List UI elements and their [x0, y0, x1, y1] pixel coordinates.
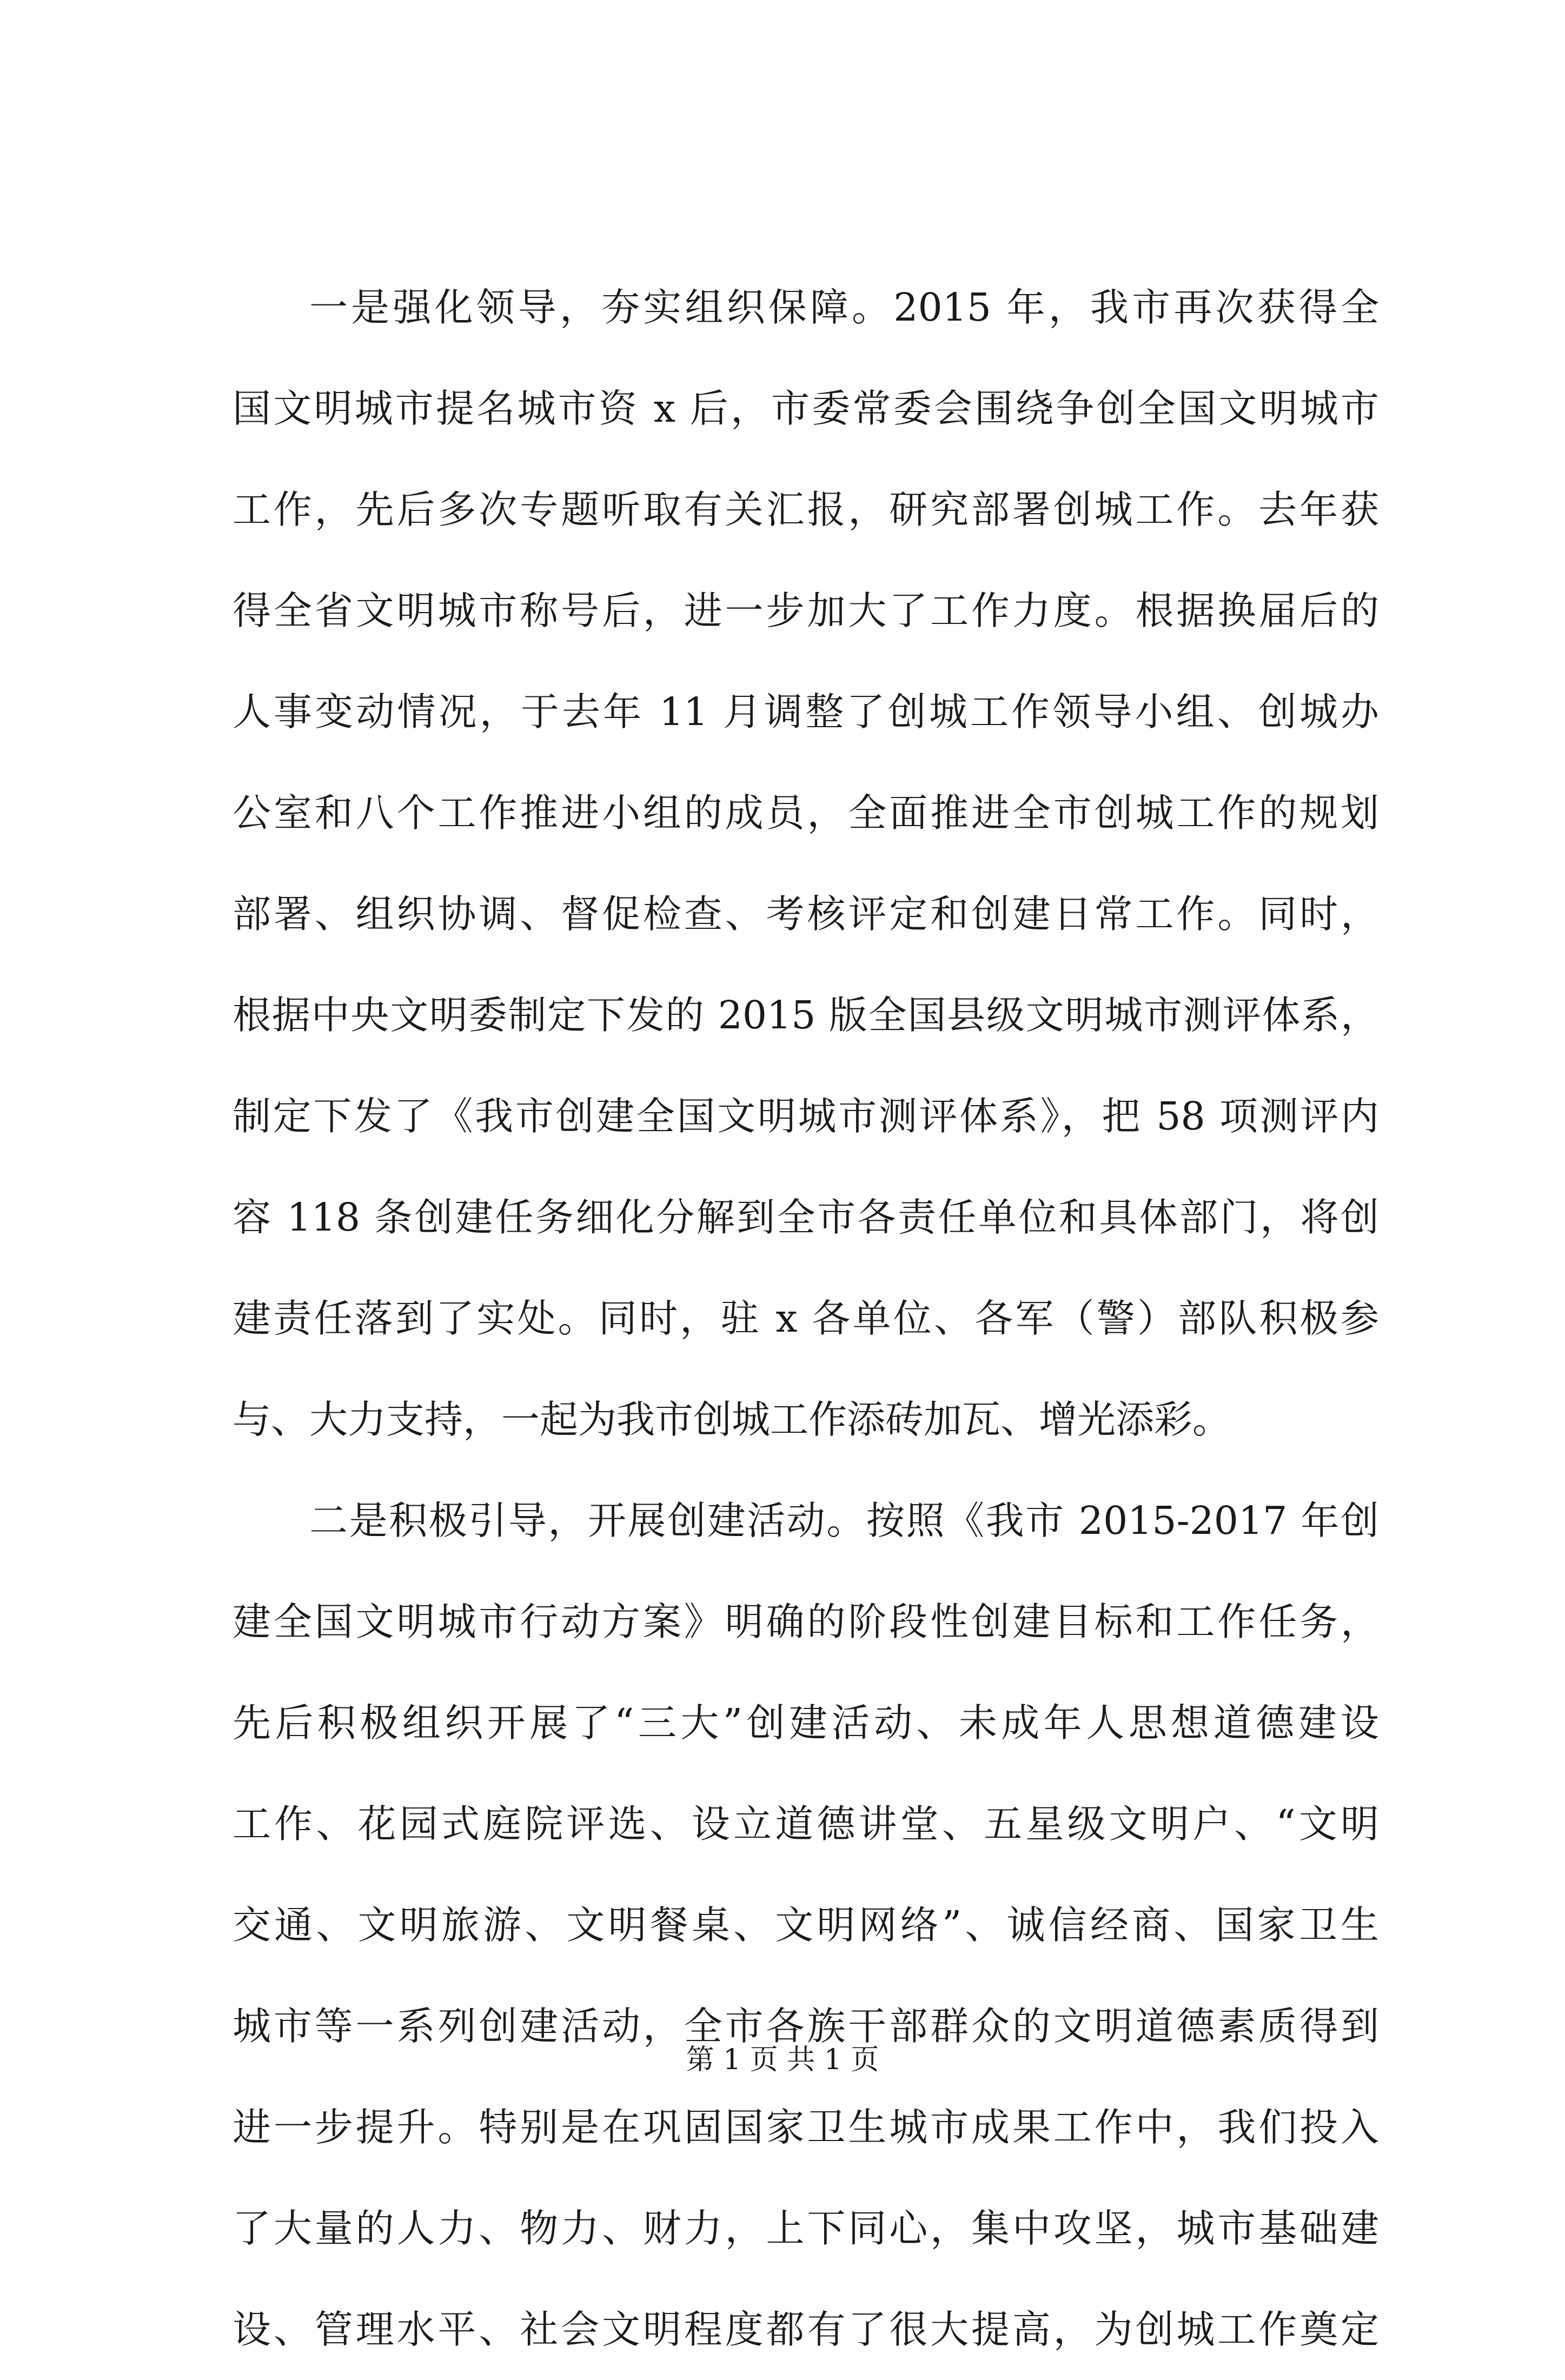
text-line: 容 118 条创建任务细化分解到全市各责任单位和具体部门，将创 [233, 1195, 1379, 1240]
text-line: 了大量的人力、物力、财力，上下同心，集中攻坚，城市基础建 [233, 2206, 1379, 2251]
text-line: 进一步提升。特别是在巩固国家卫生城市成果工作中，我们投入 [233, 2105, 1379, 2150]
text-line: 根据中央文明委制定下发的 2015 版全国县级文明城市测评体系， [233, 993, 1379, 1038]
text-line: 工作、花园式庭院评选、设立道德讲堂、五星级文明户、“文明 [233, 1801, 1379, 1846]
paragraph-activities [233, 1470, 1379, 2380]
text-line: 建全国文明城市行动方案》明确的阶段性创建目标和工作任务， [233, 1599, 1379, 1644]
text-line: 交通、文明旅游、文明餐桌、文明网络”、诚信经商、国家卫生 [233, 1903, 1379, 1947]
text-line: 国文明城市提名城市资 x 后，市委常委会围绕争创全国文明城市 [233, 386, 1379, 431]
text-line: 设、管理水平、社会文明程度都有了很大提高，为创城工作奠定 [233, 2307, 1379, 2352]
text-line: 一是强化领导，夯实组织保障。2015 年，我市再次获得全 [309, 285, 1379, 330]
page-number-footer: 第 1 页 共 1 页 [686, 2044, 879, 2076]
text-line: 建责任落到了实处。同时，驻 x 各单位、各军（警）部队积极参 [233, 1296, 1379, 1341]
text-line: 得全省文明城市称号后，进一步加大了工作力度。根据换届后的 [233, 588, 1379, 633]
text-line: 先后积极组织开展了“三大”创建活动、未成年人思想道德建设 [233, 1700, 1379, 1745]
text-line: 人事变动情况，于去年 11 月调整了创城工作领导小组、创城办 [233, 689, 1379, 734]
paragraph-leadership [233, 257, 1379, 1470]
text-line: 与、大力支持，一起为我市创城工作添砖加瓦、增光添彩。 [233, 1397, 1231, 1442]
text-line: 公室和八个工作推进小组的成员，全面推进全市创城工作的规划 [233, 790, 1379, 835]
text-line: 二是积极引导，开展创建活动。按照《我市 2015-2017 年创 [309, 1498, 1379, 1543]
text-line: 工作，先后多次专题听取有关汇报，研究部署创城工作。去年获 [233, 487, 1379, 532]
text-line: 城市等一系列创建活动，全市各族干部群众的文明道德素质得到 [233, 2004, 1379, 2049]
text-line: 制定下发了《我市创建全国文明城市测评体系》，把 58 项测评内 [233, 1094, 1379, 1139]
text-line: 部署、组织协调、督促检查、考核评定和创建日常工作。同时， [233, 892, 1379, 936]
